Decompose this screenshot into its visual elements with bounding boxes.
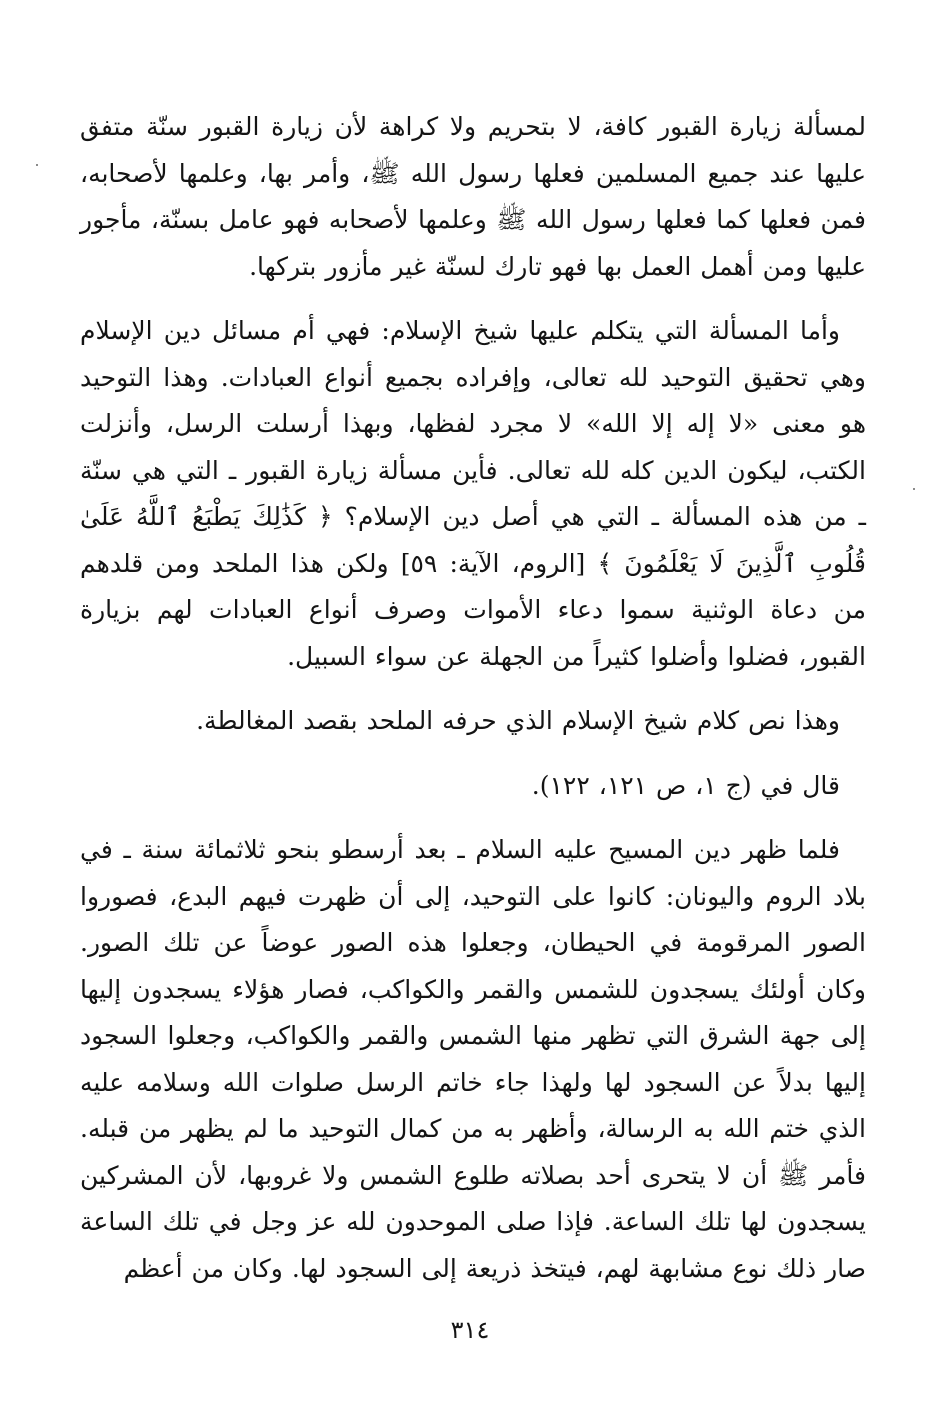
paragraph-4: قال في (ج ١، ص ١٢١، ١٢٢). [531, 770, 840, 800]
paragraph-3: وهذا نص كلام شيخ الإسلام الذي حرفه الملحد بقصد المغالطة. [196, 706, 840, 735]
page-body [80, 104, 866, 1292]
scan-speck [913, 488, 915, 490]
paragraph-2: وأما المسألة التي يتكلم عليها شيخ الإسلام: فهي أم مسائل دين الإسلام وهي تحقيق التوحيد لله تعالى، وإفراده بجميع أنواع العبادات. وهذا التوحيد هو معنى «لا إله إلا الله» لا مجرد لفظها، وبهذا أرسلت الرسل، وأنزلت الكتب، ليكون الدين كله لله تعالى. فأين مسألة زيارة القبور ـ التي هي سنّة ـ من هذه المسألة ـ التي هي أصل دين الإسلام؟ ﴿ كَذَٰلِكَ يَطْبَعُ ٱللَّهُ عَلَىٰ قُلُوبِ ٱلَّذِينَ لَا يَعْلَمُونَ ﴾ [الروم، الآية: ٥٩] ولكن هذا الملحد ومن قلدهم من دعاة الوثنية سموا دعاء الأموات وصرف أنواع العبادات لهم بزيارة القبور، فضلوا وأضلوا كثيراً من الجهلة عن سواء السبيل. [80, 316, 866, 671]
paragraph-5: فلما ظهر دين المسيح عليه السلام ـ بعد أرسطو بنحو ثلاثمائة سنة ـ في بلاد الروم واليونان: كانوا على التوحيد، إلى أن ظهرت فيهم البدع، فصوروا الصور المرقومة في الحيطان، وجعلوا هذه الصور عوضاً عن تلك الصور. وكان أولئك يسجدون للشمس والقمر والكواكب، فصار هؤلاء يسجدون إليها إلى جهة الشرق التي تظهر منها الشمس والقمر والكواكب، وجعلوا السجود إليها بدلاً عن السجود لها ولهذا جاء خاتم الرسل صلوات الله وسلامه عليه الذي ختم الله به الرسالة، وأظهر به من كمال التوحيد ما لم يظهر من قبله. فأمر ﷺ أن لا يتحرى أحد بصلاته طلوع الشمس ولا غروبها، لأن المشركين يسجدون لها تلك الساعة. فإذا صلى الموحدون لله عز وجل في تلك الساعة صار ذلك نوع مشابهة لهم، فيتخذ ذريعة إلى السجود لها. وكان من أعظم [80, 835, 866, 1283]
scan-speck [36, 164, 38, 166]
paragraph-1: لمسألة زيارة القبور كافة، لا بتحريم ولا كراهة لأن زيارة القبور سنّة متفق عليها عند جميع المسلمين فعلها رسول الله ﷺ، وأمر بها، وعلمها لأصحابه، فمن فعلها كما فعلها رسول الله ﷺ وعلمها لأصحابه فهو عامل بسنّة، مأجور عليها ومن أهمل العمل بها فهو تارك لسنّة غير مأزور بتركها. [80, 112, 866, 281]
page-number: ٣١٤ [450, 1316, 490, 1344]
